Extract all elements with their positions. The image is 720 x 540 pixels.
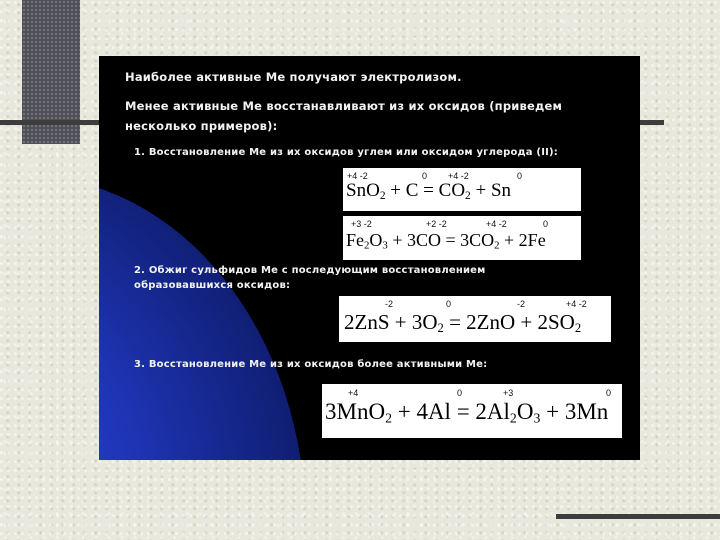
oxidation-state: 0 (446, 299, 452, 309)
slide-line-1: Наиболее активные Ме получают электролизом. (125, 70, 462, 84)
item-2a-text: 2. Обжиг сульфидов Ме с последующим восстановлением (134, 265, 486, 276)
decorative-line-bottom (556, 514, 720, 519)
equation-4-formula: $3MnO_2 + 4Al = 2Al_2O_3 + 3Mn$ (325, 399, 609, 426)
equation-3 (339, 296, 611, 342)
slide-panel (99, 56, 640, 460)
equation-2 (343, 216, 581, 260)
oxidation-state: 0 (457, 388, 463, 398)
oxidation-state: -2 (385, 299, 394, 309)
item-3-text: 3. Восстановление Ме из их оксидов более активными Ме: (134, 359, 488, 370)
oxidation-state: +4 -2 (448, 171, 469, 181)
oxidation-state: -2 (517, 299, 526, 309)
equation-2-formula: $Fe_2O_3 + 3CO = 3CO_2 + 2Fe$ (346, 230, 546, 252)
oxidation-state: +4 -2 (566, 299, 587, 309)
oxidation-state: +2 -2 (426, 219, 447, 229)
oxidation-state: 0 (422, 171, 428, 181)
item-1-text: 1. Восстановление Ме из их оксидов углем или оксидом углерода (II): (134, 147, 559, 158)
oxidation-state: +3 (503, 388, 514, 398)
equation-4 (322, 384, 622, 438)
equation-1 (343, 168, 581, 211)
item-2b-text: образовавшихся оксидов: (134, 280, 291, 291)
oxidation-state: +3 -2 (351, 219, 372, 229)
oxidation-state: +4 -2 (486, 219, 507, 229)
slide-line-2b: несколько примеров): (125, 119, 278, 133)
equation-1-formula: $SnO_2 + C = CO_2 + Sn$ (346, 180, 512, 202)
oxidation-state: +4 -2 (347, 171, 368, 181)
oxidation-state: +4 (348, 388, 359, 398)
slide-line-2a: Менее активные Ме восстанавливают из их оксидов (приведем (125, 99, 563, 113)
oxidation-state: 0 (606, 388, 612, 398)
oxidation-state: 0 (517, 171, 523, 181)
oxidation-state: 0 (543, 219, 549, 229)
background-blue-shape (99, 176, 306, 460)
equation-3-formula: $2ZnS + 3O_2 = 2ZnO + 2SO_2$ (344, 310, 582, 336)
